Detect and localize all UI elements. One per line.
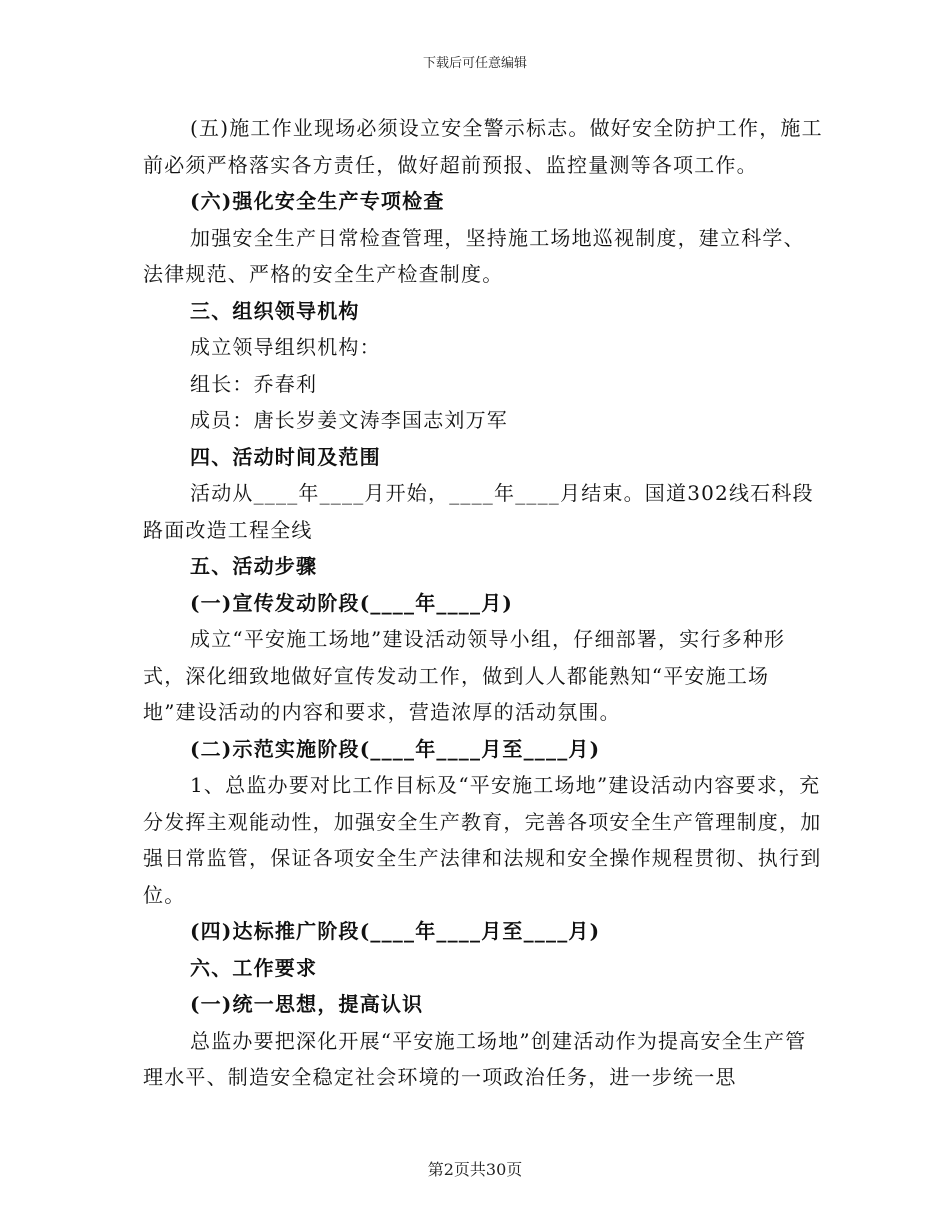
paragraph: 加强安全生产日常检查管理，坚持施工场地巡视制度，建立科学、法律规范、严格的安全生产检查制度。: [143, 225, 805, 286]
section-heading: (四)达标推广阶段(____年____月至____月): [190, 919, 601, 943]
section-heading: 五、活动步骤: [190, 554, 318, 578]
section-heading: (二)示范实施阶段(____年____月至____月): [190, 736, 601, 761]
paragraph: (五)施工作业现场必须设立安全警示标志。做好安全防护工作，施工前必须严格落实各方责任，做好超前预报、监控量测等各项工作。: [143, 116, 823, 177]
section-heading: (一)统一思想，提高认识: [190, 992, 424, 1016]
paragraph: 总监办要把深化开展“平安施工场地”创建活动作为提高安全生产管理水平、制造安全稳定社会环境的一项政治任务，进一步统一思: [143, 1028, 807, 1089]
paragraph: 组长：乔春利: [190, 371, 318, 396]
section-heading: 六、工作要求: [190, 955, 318, 980]
section-heading: (六)强化安全生产专项检查: [190, 189, 445, 213]
page-header-note: 下载后可任意编辑: [422, 56, 527, 71]
paragraph: 1、总监办要对比工作目标及“平安施工场地”建设活动内容要求，充分发挥主观能动性，加强安全生产教育，完善各项安全生产管理制度，加强日常监管，保证各项安全生产法律和法规和安全操作规程贯彻、执行到位。: [143, 773, 822, 907]
section-heading: 四、活动时间及范围: [190, 444, 381, 469]
page-number: 第2页共30页: [427, 1160, 523, 1179]
section-heading: 三、组织领导机构: [190, 298, 360, 323]
document-body: [143, 110, 823, 1096]
paragraph: 成立“平安施工场地”建设活动领导小组，仔细部署，实行多种形式，深化细致地做好宣传发动工作，做到人人都能熟知“平安施工场地”建设活动的内容和要求，营造浓厚的活动氛围。: [143, 627, 786, 724]
paragraph: 活动从____年____月开始，____年____月结束。国道302线石科段路面改造工程全线: [143, 481, 814, 542]
section-heading: (一)宣传发动阶段(____年____月): [190, 590, 514, 615]
paragraph: 成立领导组织机构：: [190, 335, 381, 359]
paragraph: 成员：唐长岁姜文涛李国志刘万军: [190, 408, 508, 432]
